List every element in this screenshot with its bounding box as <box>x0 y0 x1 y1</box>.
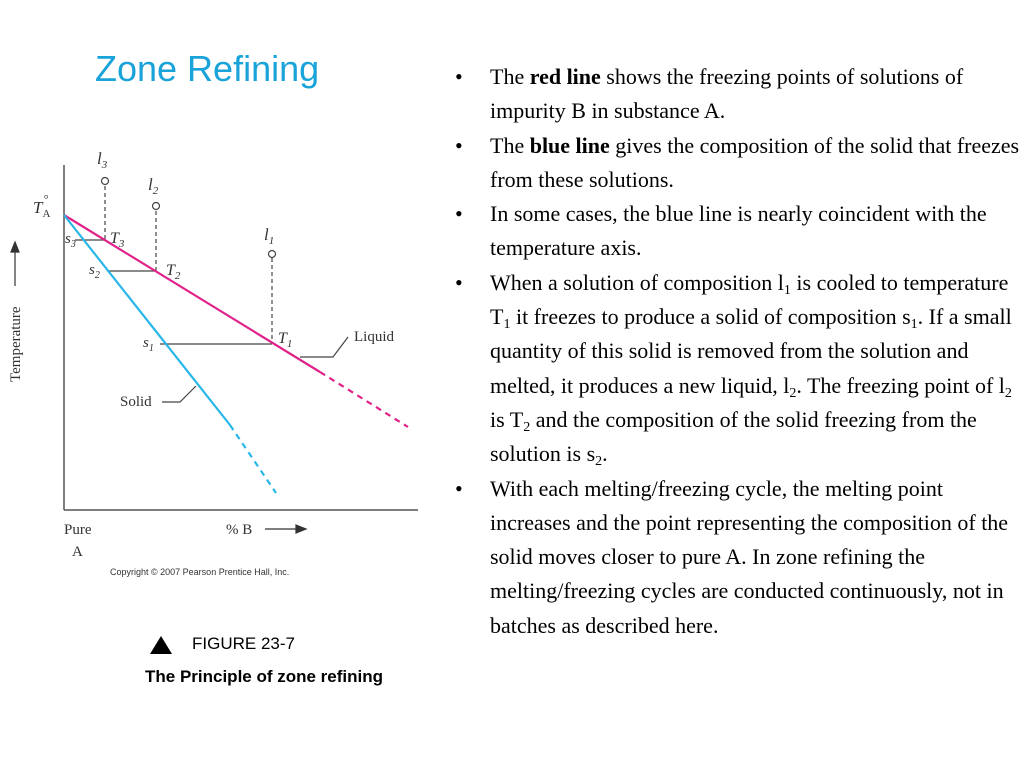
t3-label: $T_3$ <box>110 230 125 250</box>
origin-label-pure: Pure <box>64 522 92 538</box>
bullet-list <box>455 60 1020 643</box>
bullet-icon: • <box>455 201 463 227</box>
bullet-icon: • <box>455 132 463 158</box>
copyright-text: Copyright © 2007 Pearson Prentice Hall, Inc. <box>110 567 290 577</box>
x-axis-label: % B <box>226 522 253 538</box>
triangle-up-icon <box>150 636 172 654</box>
liquid-line <box>64 215 320 372</box>
bullet-item: • In some cases, the blue line is nearly coincident with the temperature axis. <box>455 197 1020 266</box>
origin-label-a: A <box>72 544 83 560</box>
ta-label: $T_A^\circ$ <box>33 192 51 220</box>
bullet-item: • The blue line gives the composition of the solid that freezes from these solutions. <box>455 129 1020 198</box>
bullet-item: • The red line shows the freezing points of solutions of impurity B in substance A. <box>455 60 1020 129</box>
l1-label: $l_1$ <box>264 225 275 247</box>
l3-label: $l_3$ <box>97 149 108 171</box>
s3-label: $s_3$ <box>65 231 76 250</box>
figure-number: FIGURE 23-7 <box>192 634 295 653</box>
solid-label: Solid <box>120 394 152 410</box>
t2-label: $T_2$ <box>166 262 181 282</box>
l2-label: $l_2$ <box>148 175 159 197</box>
bullet-icon: • <box>455 475 463 501</box>
l3-marker <box>102 178 109 185</box>
solid-line-extension <box>230 425 276 493</box>
figure-caption: The Principle of zone refining <box>145 667 384 686</box>
solid-leader <box>162 386 196 402</box>
l2-marker <box>153 203 160 210</box>
s1-label: $s_1$ <box>143 335 154 354</box>
slide-title: Zone Refining <box>95 48 320 89</box>
bullet-icon: • <box>455 269 463 295</box>
s2-label: $s_2$ <box>89 262 100 281</box>
y-axis-arrow <box>11 242 19 286</box>
x-axis-arrow <box>265 525 306 533</box>
t1-label: $T_1$ <box>278 330 293 350</box>
liquid-line-extension <box>320 372 408 427</box>
liquid-leader <box>300 337 348 357</box>
liquid-label: Liquid <box>354 329 394 345</box>
bullet-item: • When a solution of composition $l_1$ is cooled to temperature $T_1$ it freezes to produce a solid of composition $s_1$. If a small quantity of this solid is removed from the solution and melted, it produces a new liquid, $l_2$. The freezing point of $l_2$ is $T_2$ and the composition of the solid freezing from the solution is $s_2$. <box>455 266 1020 472</box>
y-axis-label: Temperature <box>8 306 24 382</box>
l1-marker <box>269 251 276 258</box>
bullet-item: • With each melting/freezing cycle, the melting point increases and the point representing the composition of the solid moves closer to pure A. In zone refining the melting/freezing cycles are conducted continuously, not in batches as described here. <box>455 472 1020 643</box>
bullet-icon: • <box>455 64 463 89</box>
zone-refining-diagram <box>0 140 430 580</box>
